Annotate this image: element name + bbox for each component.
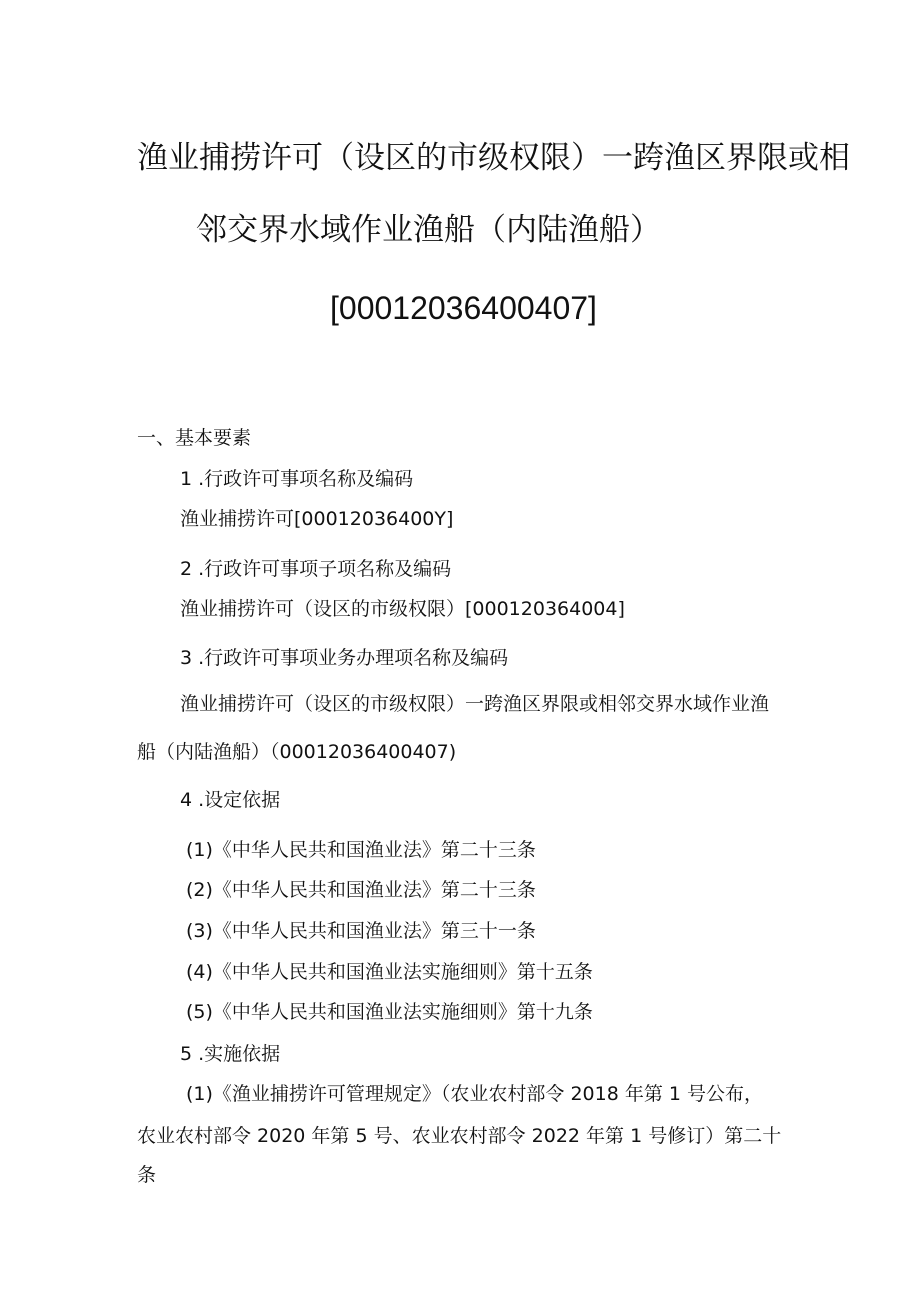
basis-item-1: (1)《中华人民共和国渔业法》第二十三条 bbox=[186, 839, 536, 861]
item-2-value: 渔业捕捞许可（设区的市级权限）[000120364004] bbox=[180, 598, 625, 620]
item-3-heading: 3 .行政许可事项业务办理项名称及编码 bbox=[180, 647, 509, 669]
item-1-heading: 1 .行政许可事项名称及编码 bbox=[180, 468, 414, 490]
document-title-line-2: 邻交界水域作业渔船（内陆渔船） bbox=[196, 212, 661, 248]
basis-item-5: (5)《中华人民共和国渔业法实施细则》第十九条 bbox=[186, 1001, 593, 1023]
implementation-line-3: 条 bbox=[137, 1164, 157, 1186]
basis-item-2: (2)《中华人民共和国渔业法》第二十三条 bbox=[186, 879, 536, 901]
item-3-value-line-2: 船（内陆渔船）（00012036400407) bbox=[137, 741, 457, 763]
item-4-heading: 4 .设定依据 bbox=[180, 789, 281, 811]
implementation-line-2: 农业农村部令 2020 年第 5 号、农业农村部令 2022 年第 1 号修订）第二十 bbox=[137, 1125, 782, 1147]
item-3-value-line-1: 渔业捕捞许可（设区的市级权限）一跨渔区界限或相邻交界水域作业渔 bbox=[180, 693, 770, 715]
item-2-heading: 2 .行政许可事项子项名称及编码 bbox=[180, 558, 452, 580]
item-1-value: 渔业捕捞许可[00012036400Y] bbox=[180, 508, 454, 530]
basis-item-3: (3)《中华人民共和国渔业法》第三十一条 bbox=[186, 920, 536, 942]
document-title-line-1: 渔业捕捞许可（设区的市级权限）一跨渔区界限或相 bbox=[137, 140, 850, 176]
basis-item-4: (4)《中华人民共和国渔业法实施细则》第十五条 bbox=[186, 961, 593, 983]
item-5-heading: 5 .实施依据 bbox=[180, 1043, 281, 1065]
section-heading-basic-elements: 一、基本要素 bbox=[137, 427, 252, 449]
document-code: [00012036400407] bbox=[330, 290, 597, 326]
implementation-line-1: (1)《渔业捕捞许可管理规定》（农业农村部令 2018 年第 1 号公布， bbox=[186, 1083, 764, 1105]
